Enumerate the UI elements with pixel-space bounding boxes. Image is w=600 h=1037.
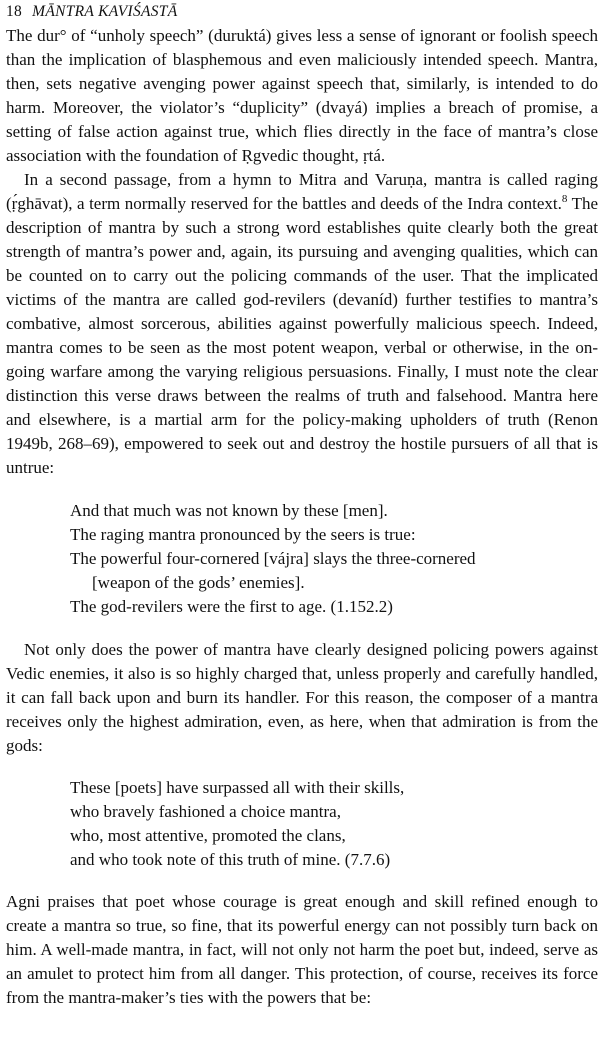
paragraph-3: Not only does the power of mantra have clearly designed policing powers against Vedic enemies, it also is so highly charged that, unless properly and carefully handled, it can fall back upon and burn its handler. For this reason, the composer of a mantra receives only the highest admiration, even, as here, when that admiration is from the gods:: [6, 640, 598, 755]
paragraph-1: The dur° of “unholy speech” (duruktá) gives less a sense of ignorant or foolish speech than the implication of blasphemous and even maliciously intended speech. Mantra, then, sets negative avenging power against speech that, similarly, is intended to do harm. Moreover, the violator’s “duplicity” (dvayá) implies a breach of promise, a setting of false action against true, which flies directly in the face of mantra’s close association with the foundation of Ṛgvedic thought, ṛtá.: [6, 26, 598, 165]
paragraph-2-text-b: The description of mantra by such a strong word establishes quite clearly both the great strength of mantra’s power and, again, its pursuing and avenging qualities, which can be counted on to carry out the policing commands of the user. That the implicated victims of the mantra are called god-revilers (devaníd) further testifies to mantra’s combative, almost sorcerous, abilities against powerfully malicious speech. Indeed, mantra comes to be seen as the most potent weapon, verbal or otherwise, in the on-going warfare among the varying religious persuasions. Finally, I must note the clear distinction this verse draws between the realms of truth and falsehood. Mantra here and elsewhere, is a martial arm for the policy-making upholders of truth (Renon 1949b, 268–69), empowered to seek out and destroy the hostile pursuers of all that is untrue:: [6, 194, 599, 477]
running-head: [6, 0, 598, 24]
verse-1-line: The raging mantra pronounced by the seers is true:: [70, 525, 416, 544]
verse-1-line: [weapon of the gods’ enemies].: [92, 573, 305, 592]
verse-block-1: [70, 499, 598, 619]
verse-2-line: These [poets] have surpassed all with their skills,: [70, 778, 405, 797]
verse-2-line: who bravely fashioned a choice mantra,: [70, 802, 341, 821]
paragraph-2: [6, 168, 598, 480]
footnote-marker-8: 8: [561, 193, 568, 205]
verse-1-line: The powerful four-cornered [vájra] slays the three-cornered: [70, 549, 476, 568]
running-title: MĀNTRA KAVIŚASTĀ: [32, 3, 178, 20]
paragraph-2-text-a: In a second passage, from a hymn to Mitra and Varuṇa, mantra is called raging (ṛ́ghāvat), a term normally reserved for the battles and deeds of the Indra context.: [6, 170, 598, 213]
verse-2-line: who, most attentive, promoted the clans,: [70, 826, 346, 845]
verse-block-2: [70, 776, 598, 872]
verse-1-line: The god-revilers were the first to age. (1.152.2): [70, 597, 393, 616]
verse-1-line: And that much was not known by these [men].: [70, 501, 388, 520]
paragraph-4: Agni praises that poet whose courage is great enough and skill refined enough to create a mantra so true, so fine, that its powerful energy can not possibly turn back on him. A well-made mantra, in fact, will not only not harm the poet but, indeed, serve as an amulet to protect him from all danger. This protection, of course, receives its force from the mantra-maker’s ties with the powers that be:: [6, 892, 598, 1007]
verse-2-line: and who took note of this truth of mine. (7.7.6): [70, 850, 391, 869]
page-number: 18: [6, 3, 23, 20]
